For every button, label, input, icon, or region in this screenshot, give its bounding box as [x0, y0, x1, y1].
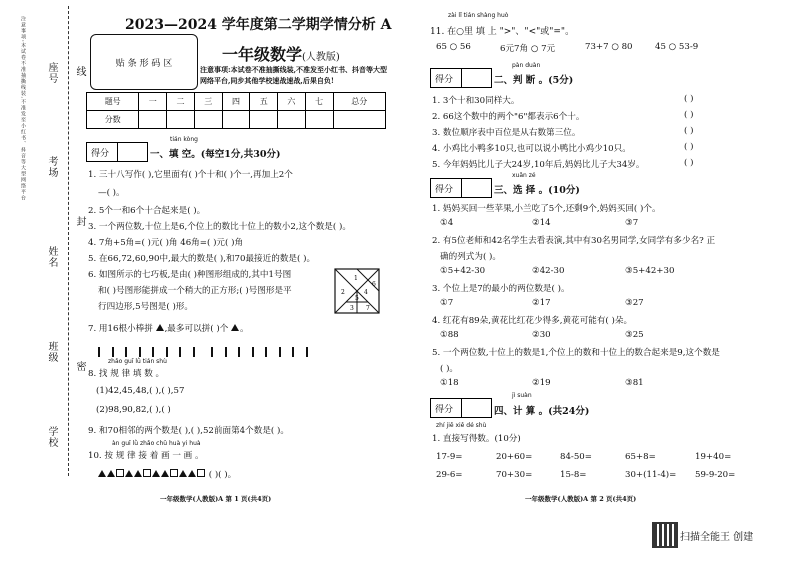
triangle-icon	[125, 470, 133, 477]
q11-item	[655, 42, 698, 52]
square-icon	[197, 469, 205, 477]
section1-score-box	[86, 142, 148, 162]
question-4: 4. 7角+5角=( )元( )角 46角=( )元( )角	[88, 238, 244, 248]
calc-item[interactable]: 59-9-20=	[695, 470, 736, 480]
subject-name: 一年级数学	[222, 45, 303, 64]
question-3: 3. 一个两位数,十位上是6,个位上的数比十位上的数小2,这个数是( )。	[88, 222, 351, 232]
choice-opt[interactable]: ①4	[440, 218, 454, 228]
compare-item[interactable]: 65 ○ 56	[436, 42, 471, 52]
question-10-pattern	[98, 468, 236, 480]
choice-opt[interactable]: ③27	[625, 298, 644, 308]
score-box-label: 得分	[435, 405, 454, 415]
section2-title: 二、判 断 。(5分)	[494, 75, 574, 86]
question-1a: 1. 三十八写作( ),它里面有( )个十和( )个一,再加上2个	[88, 170, 293, 180]
judge-answer[interactable]: ( )	[684, 142, 694, 152]
judge-answer[interactable]: ( )	[684, 126, 694, 136]
calc-item[interactable]: 30+(11-4)=	[625, 470, 677, 480]
score-header-row	[87, 93, 386, 111]
section4-score-box	[430, 398, 492, 418]
subject-title	[222, 42, 340, 65]
section1-title: 一、填 空。(每空1分,共30分)	[150, 149, 281, 160]
judge-answer[interactable]: ( )	[684, 110, 694, 120]
sec1-pinyin: tián kòng	[170, 136, 198, 143]
question-7-tail: ,最多可以拼( )个	[164, 324, 229, 334]
choice-opt[interactable]: ①88	[440, 330, 459, 340]
choice-opt[interactable]: ③81	[625, 378, 644, 388]
choice-3: 3. 个位上是7的最小的两位数是( )。	[432, 284, 570, 294]
choice-opt[interactable]: ②14	[532, 218, 551, 228]
question-6a: 6. 如图所示的七巧板,是由( )种图形组成的,其中1号图	[88, 270, 292, 280]
section3-score-box	[430, 178, 492, 198]
right-footer: 一年级数学(人教版)A 第 2 页(共4页)	[525, 495, 637, 503]
triangle-icon	[188, 470, 196, 477]
choice-opt[interactable]: ①7	[440, 298, 454, 308]
score-header-cell: 四	[222, 93, 250, 111]
notice: 注意事项:本试卷不准抽撕线装,不准发至小红书、抖音等大型网络平台,同步其他学校速战速战,后果自负!	[200, 65, 388, 85]
barcode-area	[90, 34, 198, 90]
question-7-text: 7. 用16根小棒拼	[88, 324, 153, 334]
choice-opt[interactable]: ③7	[625, 218, 639, 228]
question-11: 11. 在○里 填 上 ">"、"<"或"="。	[430, 27, 575, 37]
score-value-row	[87, 111, 386, 129]
score-cell[interactable]	[333, 111, 385, 129]
cut-line	[68, 6, 69, 476]
score-header-cell: 七	[305, 93, 333, 111]
room-label: 考场	[46, 156, 57, 178]
score-header-cell: 二	[167, 93, 195, 111]
score-cell[interactable]	[278, 111, 306, 129]
triangle-icon	[156, 324, 164, 331]
binding-strip	[14, 6, 84, 476]
question-2: 2. 5个一和6个十合起来是( )。	[88, 206, 206, 216]
calc-item[interactable]: 17-9=	[436, 452, 463, 462]
seat-label: 座号	[46, 62, 57, 84]
calc-item[interactable]: 19+40=	[695, 452, 732, 462]
choice-2a: 2. 有5位老师和42名学生去看表演,其中有30名男同学,女同学有多少名? 正	[432, 236, 716, 246]
score-box-label: 得分	[435, 185, 454, 195]
triangle-icon	[107, 470, 115, 477]
cut-mark-line: 线	[74, 66, 85, 77]
cut-mark-seal: 封	[74, 216, 85, 227]
choice-5b: ( )。	[440, 364, 459, 374]
score-cell[interactable]	[167, 111, 195, 129]
class-label: 班级	[46, 341, 57, 363]
tangram-num: 4	[364, 289, 368, 296]
q11-item	[436, 42, 471, 52]
choice-opt[interactable]: ①5+42-30	[440, 266, 486, 276]
exam-title: 2023—2024 学年度第二学期学情分析 A	[125, 17, 392, 33]
question-5: 5. 在66,72,60,90中,最大的数是( ),和70最接近的数是( )。	[88, 254, 316, 264]
barcode-label: 贴 条 形 码 区	[115, 58, 173, 69]
triangle-icon	[98, 470, 106, 477]
calc-item[interactable]: 15-8=	[560, 470, 587, 480]
calc-item[interactable]: 29-6=	[436, 470, 463, 480]
tangram-figure	[334, 268, 380, 314]
judge-3: 3. 数位顺序表中百位是从右数第三位。	[432, 128, 581, 138]
left-footer: 一年级数学(人教版)A 第 1 页(共4页)	[160, 495, 272, 503]
score-header-cell: 总分	[333, 93, 385, 111]
choice-opt[interactable]: ①18	[440, 378, 459, 388]
section4-title: 四、计 算 。(共24分)	[494, 406, 590, 417]
choice-4: 4. 红花有89朵,黄花比红花少得多,黄花可能有( )朵。	[432, 316, 633, 326]
q11-pinyin: zài lǐ tián shàng huò	[448, 12, 509, 19]
score-header-cell: 三	[194, 93, 222, 111]
judge-answer[interactable]: ( )	[684, 158, 694, 168]
score-cell[interactable]	[305, 111, 333, 129]
score-header-cell: 一	[139, 93, 167, 111]
square-icon	[116, 469, 124, 477]
judge-answer[interactable]: ( )	[684, 94, 694, 104]
judge-4: 4. 小鸡比小鸭多10只,也可以说小鸭比小鸡少10只。	[432, 144, 631, 154]
question-1b: —( )。	[98, 188, 125, 198]
score-cell[interactable]	[250, 111, 278, 129]
sec2-pinyin: pàn duàn	[512, 62, 541, 69]
cut-mark-secret: 密	[74, 361, 85, 372]
score-row-label: 分数	[87, 111, 139, 129]
score-box-label: 得分	[91, 149, 110, 159]
score-cell[interactable]	[194, 111, 222, 129]
score-header-cell: 五	[250, 93, 278, 111]
calc-item[interactable]: 65+8=	[625, 452, 656, 462]
choice-opt[interactable]: ②42-30	[532, 266, 565, 276]
question-9: 9. 和70相邻的两个数是( ),( ),52前面第4个数是( )。	[88, 426, 289, 436]
tangram-num: 5	[355, 295, 359, 302]
compare-item[interactable]: 45 ○ 53-9	[655, 42, 699, 52]
triangle-icon	[179, 470, 187, 477]
score-cell[interactable]	[222, 111, 250, 129]
edition: (人教版)	[302, 52, 340, 63]
tangram-num: 7	[366, 305, 370, 312]
qr-code-icon	[652, 522, 678, 548]
square-icon	[170, 469, 178, 477]
q11-item	[585, 42, 633, 52]
judge-5: 5. 今年妈妈比儿子大24岁,10年后,妈妈比儿子大34岁。	[432, 160, 645, 170]
calc-item[interactable]: 20+60=	[496, 452, 533, 462]
q8-pinyin: zhǎo guī lǜ tián shù	[108, 358, 167, 365]
choice-opt[interactable]: ②30	[532, 330, 551, 340]
calc-item[interactable]: 70+30=	[496, 470, 533, 480]
choice-opt[interactable]: ②19	[532, 378, 551, 388]
q10-pinyin: àn guī lǜ zhǎo chū huà yi huà	[112, 440, 201, 447]
calc-item[interactable]: 84-50=	[560, 452, 592, 462]
compare-item[interactable]: 6元7角 ○ 7元	[500, 44, 556, 54]
judge-2: 2. 66这个数中的两个"6"都表示6个十。	[432, 112, 585, 122]
choice-2b: 确的列式为( )。	[440, 252, 501, 262]
triangle-icon	[152, 470, 160, 477]
score-cell[interactable]	[139, 111, 167, 129]
tangram-num: 2	[341, 289, 345, 296]
question-6c: 行四边形,5号图是( )形。	[98, 302, 193, 312]
choice-opt[interactable]: ③5+42+30	[625, 266, 675, 276]
question-10-tail: ( )( )。	[208, 470, 237, 480]
choice-opt[interactable]: ③25	[625, 330, 644, 340]
sec3-pinyin: xuǎn zé	[512, 172, 536, 179]
school-label: 学校	[46, 426, 57, 448]
choice-5a: 5. 一个两位数,十位上的数是1,个位上的数和十位上的数合起来是9,这个数是	[432, 348, 720, 358]
triangle-icon	[231, 324, 239, 331]
question-7: 7. 用16根小棒拼 ,最多可以拼( )个 。	[88, 324, 249, 334]
score-box-label: 得分	[435, 75, 454, 85]
choice-1: 1. 妈妈买回一些苹果,小兰吃了5个,还剩9个,妈妈买回( )个。	[432, 204, 661, 214]
tangram-num: 3	[350, 305, 354, 312]
triangle-icon	[161, 470, 169, 477]
question-6b: 和( )号图形能拼成一个稍大的正方形;( )号图形是平	[98, 286, 292, 296]
square-icon	[143, 469, 151, 477]
q11-item	[500, 42, 555, 54]
judge-1: 1. 3个十和30同样大。	[432, 96, 520, 106]
choice-opt[interactable]: ②17	[532, 298, 551, 308]
score-header-cell: 六	[278, 93, 306, 111]
tangram-num: 1	[354, 275, 358, 282]
score-table	[86, 92, 386, 129]
score-header-cell: 题号	[87, 93, 139, 111]
name-label: 姓名	[46, 246, 57, 268]
compare-item[interactable]: 73+7 ○ 80	[585, 42, 633, 52]
section3-title: 三、选 择 。(10分)	[494, 185, 580, 196]
question-8-2: (2)98,90,82,( ),( )	[96, 405, 171, 415]
tangram-num: 6	[372, 281, 376, 288]
sec4-pinyin: jì suàn	[512, 392, 532, 399]
triangle-icon	[134, 470, 142, 477]
scanner-watermark: 扫描全能王 创建	[680, 532, 754, 543]
section2-score-box	[430, 68, 492, 88]
question-8: 8. 找 规 律 填 数 。	[88, 369, 165, 379]
side-note: 注意事项:本试卷不准抽撕线装,不准发至小红书、抖音等大型网络平台	[20, 16, 26, 202]
d-pinyin: zhí jiē xiě dé shù	[436, 422, 487, 429]
direct-calc-title: 1. 直接写得数。(10分)	[432, 434, 521, 444]
question-10: 10. 按 规 律 接 着 画 一 画 。	[88, 451, 204, 461]
question-8-1: (1)42,45,48,( ),( ),57	[96, 386, 185, 396]
